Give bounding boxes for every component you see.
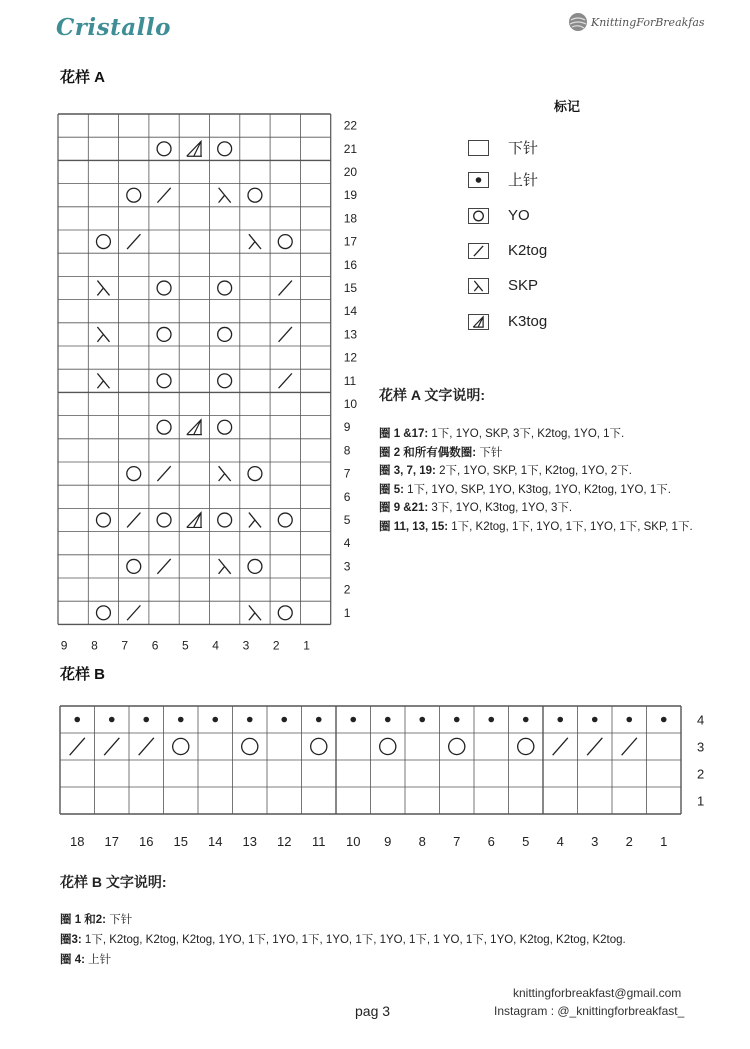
instruction-line [379, 444, 739, 463]
instruction-text: 下针 [106, 914, 133, 926]
instruction-round-label: 圈 1 和2: [60, 914, 107, 926]
instruction-round-label: 圈 3, 7, 19: [379, 465, 436, 477]
chart-b-col-label: 7 [453, 834, 461, 849]
yo-symbol [278, 606, 292, 620]
footer-instagram: Instagram : @_knittingforbreakfast_ [494, 1004, 685, 1018]
instruction-text: 3下, 1YO, K3tog, 1YO, 3下. [428, 502, 573, 514]
instruction-text: 上针 [84, 954, 112, 966]
purl-symbol [350, 717, 356, 723]
yo-symbol [311, 738, 327, 754]
instruction-text: 2下, 1YO, SKP, 1下, K2tog, 1YO, 2下. [435, 465, 632, 477]
k2tog-symbol [139, 738, 154, 755]
chart-b-col-label: 6 [487, 834, 495, 849]
chart-a-row-label: 20 [343, 165, 358, 179]
yo-symbol [278, 235, 292, 249]
k3tog-symbol [187, 141, 202, 156]
chart-b-col-label: 18 [70, 834, 85, 849]
instruction-round-label: 圈 11, 13, 15: [379, 520, 449, 533]
instruction-line [60, 930, 750, 950]
legend-item-k3tog [468, 313, 547, 330]
yo-symbol [218, 281, 232, 295]
chart-a-row-label: 5 [343, 513, 351, 527]
skp-symbol [249, 513, 261, 528]
chart-a-col-label: 2 [272, 638, 280, 653]
skp-symbol [219, 466, 231, 481]
yo-symbol [380, 738, 396, 754]
chart-a-row-label: 13 [343, 327, 358, 342]
chart-a-instructions [379, 385, 739, 536]
chart-b-col-label: 10 [346, 834, 361, 849]
instruction-text: 1下, K2tog, 1下, 1YO, 1下, 1YO, 1下, SKP, 1下. [448, 520, 693, 533]
yo-symbol [248, 559, 262, 573]
k2tog-symbol [622, 738, 637, 755]
k2tog-symbol [279, 327, 292, 342]
instruction-text: 1下, K2tog, K2tog, K2tog, 1YO, 1下, 1YO, 1下, 1YO, 1下, 1YO, 1下, 1 YO, 1下, 1YO, K2tog, K2tog, K2tog. [81, 934, 626, 946]
purl-symbol [212, 717, 218, 723]
yo-symbol [449, 738, 465, 754]
yo-symbol [96, 606, 110, 620]
yo-symbol [173, 738, 189, 754]
skp-symbol [97, 281, 109, 296]
k2tog-symbol [157, 188, 170, 203]
chart-a-row-label: 14 [343, 304, 358, 319]
chart-b-col-label: 1 [660, 834, 668, 849]
chart-a-col-label: 6 [151, 638, 159, 653]
chart-a-row-label: 19 [343, 188, 358, 203]
yo-symbol [157, 420, 171, 434]
skp-symbol [97, 327, 109, 342]
purl-symbol [247, 717, 253, 723]
instruction-round-label: 圈 2 和所有偶数圈: [379, 446, 477, 459]
purl-symbol [316, 717, 322, 723]
chart-a-row-label: 3 [343, 559, 351, 574]
k2tog-symbol [474, 245, 483, 255]
yo-symbol [218, 327, 232, 341]
yo-symbol [157, 327, 171, 341]
yo-symbol [96, 513, 110, 527]
purl-symbol [419, 717, 425, 723]
instruction-line [60, 910, 750, 930]
legend-swatch-knit [468, 140, 489, 156]
chart-b-col-label: 16 [139, 834, 154, 849]
chart-b-col-label: 15 [173, 834, 188, 849]
purl-symbol [592, 717, 598, 723]
chart-a-row-label: 11 [343, 373, 357, 388]
yo-symbol [157, 142, 171, 156]
yo-symbol [248, 467, 262, 481]
chart-b-col-label: 17 [104, 834, 119, 849]
chart-a-row-label: 12 [343, 350, 358, 365]
purl-symbol [385, 717, 391, 723]
chart-a-row-label: 1 [343, 605, 351, 620]
chart-a-row-label: 15 [343, 281, 358, 295]
chart-a-col-label: 9 [60, 638, 68, 653]
instruction-round-label: 圈 4: [60, 954, 85, 966]
instruction-round-label: 圈3: [60, 934, 82, 946]
chart-b-col-label: 3 [591, 834, 599, 849]
chart-b-title: 花样 B [60, 666, 106, 683]
legend-item-skp [468, 277, 538, 294]
purl-symbol [178, 717, 184, 723]
chart-a-col-label: 7 [121, 638, 129, 653]
purl-symbol [557, 717, 563, 723]
chart-b-col-label: 5 [522, 834, 530, 849]
skp-symbol [97, 373, 109, 388]
chart-a-row-label: 8 [343, 443, 351, 458]
instructions-b-title: 花样 B 文字说明: [60, 874, 167, 890]
legend-label: K2tog [508, 242, 548, 259]
legend-label: 下针 [508, 140, 539, 157]
yo-symbol [248, 188, 262, 202]
k3tog-symbol [473, 316, 484, 326]
footer-email: knittingforbreakfast@gmail.com [513, 986, 682, 1000]
purl-symbol [661, 717, 667, 723]
chart-a-row-label: 18 [343, 211, 358, 226]
purl-symbol [74, 717, 80, 723]
yo-symbol [127, 559, 141, 573]
chart-b-instructions [60, 872, 750, 970]
chart-b-col-label: 4 [556, 834, 564, 849]
k2tog-symbol [127, 605, 140, 620]
yo-symbol [157, 513, 171, 527]
legend-label: K3tog [508, 313, 548, 330]
chart-a-col-label: 4 [212, 638, 219, 653]
purl-symbol [454, 717, 460, 723]
k2tog-symbol [157, 466, 170, 481]
purl-symbol [488, 717, 494, 723]
legend-label: YO [508, 207, 530, 224]
purl-symbol [143, 717, 149, 723]
k3tog-symbol [187, 420, 202, 435]
k2tog-symbol [157, 559, 170, 574]
chart-a-row-label: 17 [343, 234, 358, 249]
instruction-line [379, 499, 739, 518]
k2tog-symbol [104, 738, 119, 755]
instruction-round-label: 圈 5: [379, 483, 404, 496]
chart-a-row-label: 16 [343, 257, 358, 272]
chart-a-row-label: 7 [343, 466, 351, 481]
yo-symbol [127, 467, 141, 481]
chart-b-row-label: 2 [697, 766, 705, 782]
yo-symbol [157, 374, 171, 388]
instruction-line [379, 462, 739, 481]
k3tog-symbol [187, 513, 202, 528]
legend-swatch-k3tog [468, 314, 489, 330]
yo-symbol [242, 738, 258, 754]
k2tog-symbol [127, 234, 140, 249]
legend-swatch-purl [468, 172, 489, 188]
chart-a-row-label: 6 [343, 489, 351, 504]
chart-b-row-label: 3 [697, 739, 705, 755]
purl-symbol [523, 717, 529, 723]
yo-symbol [127, 188, 141, 202]
legend-label: 上针 [508, 172, 539, 189]
chart-a-col-label: 1 [303, 638, 310, 653]
instruction-line [379, 425, 739, 444]
instruction-round-label: 圈 1 &17: [379, 428, 429, 440]
purl-symbol [476, 177, 482, 183]
yo-symbol [218, 374, 232, 388]
chart-b-row-label: 4 [697, 712, 705, 728]
chart-b-col-label: 8 [418, 834, 426, 849]
purl-symbol [626, 717, 632, 723]
skp-symbol [219, 559, 231, 574]
yo-symbol [96, 235, 110, 249]
chart-a-row-label: 2 [343, 582, 351, 597]
legend-swatch-k2tog [468, 243, 489, 259]
instructions-a-title: 花样 A 文字说明: [379, 387, 486, 403]
k2tog-symbol [279, 373, 292, 388]
skp-symbol [474, 280, 482, 290]
yo-symbol [218, 513, 232, 527]
legend-label: SKP [508, 277, 539, 294]
legend-swatch-yo [468, 208, 489, 224]
k2tog-symbol [587, 738, 602, 755]
yo-symbol [474, 211, 484, 221]
purl-symbol [281, 717, 287, 723]
yo-symbol [157, 281, 171, 295]
purl-symbol [109, 717, 115, 723]
instruction-line [379, 518, 739, 537]
chart-b-col-label: 11 [312, 834, 326, 849]
yo-symbol [518, 738, 534, 754]
brand-title: Cristallo [56, 14, 171, 41]
chart-a-row-label: 22 [343, 118, 358, 133]
chart-a-row-label: 21 [343, 141, 358, 156]
yo-symbol [218, 420, 232, 434]
legend-item-knit [468, 137, 538, 158]
k2tog-symbol [279, 281, 292, 296]
chart-a-row-label: 4 [343, 536, 351, 551]
legend-item-yo [468, 207, 530, 224]
chart-b-col-label: 12 [277, 834, 292, 849]
chart-b-col-label: 9 [384, 834, 392, 849]
instruction-text: 1下, 1YO, SKP, 1YO, K3tog, 1YO, K2tog, 1YO, 1下. [403, 483, 671, 496]
k2tog-symbol [127, 513, 140, 528]
logo-text: KnittingForBreakfas [591, 15, 705, 29]
instruction-line [379, 481, 739, 500]
chart-a-row-label: 9 [343, 420, 351, 435]
k2tog-symbol [553, 738, 568, 755]
legend-title: 标记 [554, 99, 581, 114]
skp-symbol [219, 188, 231, 203]
legend-item-purl [468, 169, 538, 190]
k2tog-symbol [70, 738, 85, 755]
instruction-text: 1下, 1YO, SKP, 3下, K2tog, 1YO, 1下. [428, 428, 625, 440]
chart-b-grid [0, 690, 750, 850]
chart-a-col-label: 5 [182, 638, 189, 653]
chart-b-col-label: 13 [242, 834, 257, 849]
skp-symbol [249, 234, 261, 249]
chart-b-col-label: 2 [625, 834, 633, 849]
instruction-round-label: 圈 9 &21: [379, 502, 429, 514]
chart-a-col-label: 3 [242, 638, 250, 653]
legend-swatch-skp [468, 278, 489, 294]
chart-b-row-label: 1 [697, 793, 705, 809]
page-number: pag 3 [355, 1003, 391, 1019]
legend-item-k2tog [468, 242, 547, 259]
yo-symbol [218, 142, 232, 156]
chart-a-row-label: 10 [343, 397, 358, 411]
chart-a-title: 花样 A [60, 69, 106, 86]
instruction-text: 下针 [476, 446, 503, 459]
chart-b-col-label: 14 [208, 834, 223, 849]
skp-symbol [249, 605, 261, 620]
instruction-line [60, 950, 750, 970]
yo-symbol [278, 513, 292, 527]
chart-a-col-label: 8 [91, 638, 98, 653]
